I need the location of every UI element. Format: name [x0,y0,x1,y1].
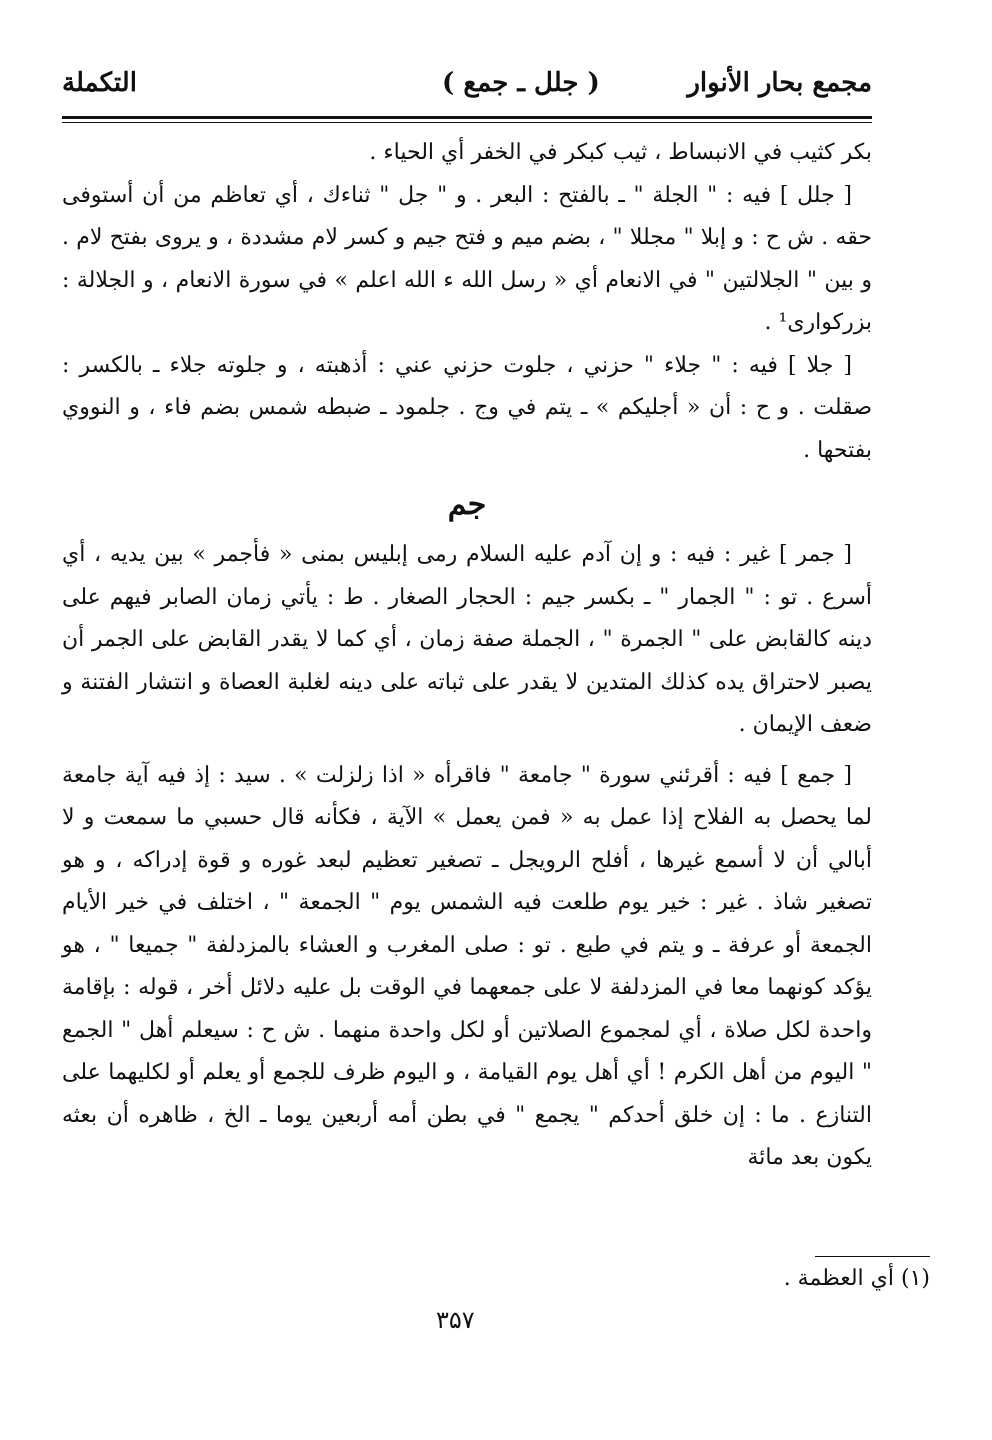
section-heading: جم [447,487,487,522]
header-book-title: مجمع بحار الأنوار [687,68,872,98]
paragraph-entry-jam: [ جمع ] فيه : أقرئني سورة " جامعة " فاقرأه « اذا زلزلت » . سيد : إذ فيه آية جامعة لما يحصل به الفلاح إذا عمل به « فمن يعمل » الآية ، فكأنه قال حسبي ما سمعت و لا أبالي أن لا أسمع غيرها ، أفلح الرويجل ـ تصغير تعظيم لبعد غوره و قوة إدراكه ، و هو تصغير شاذ . غير : خير يوم طلعت فيه الشمس يوم " الجمعة " ، اختلف في خير الأيام الجمعة أو عرفة ـ و يتم في طبع . تو : صلى المغرب و العشاء بالمزدلفة " جميعا " ، هو يؤكد كونهما معا في المزدلفة لا على جمعهما في الوقت بل عليه دلائل أخر ، قوله : بإقامة واحدة لكل صلاة ، أي لمجموع الصلاتين أو لكل واحدة منهما . ش ح : سيعلم أهل " الجمع " اليوم من أهل الكرم ! أي أهل يوم القيامة ، و اليوم ظرف للجمع أو يعلم أو لكليهما على التنازع . ما : إن خلق أحدكم " يجمع " في بطن أمه أربعين يوما ـ الخ ، ظاهره أن بعثه يكون بعد مائة [62,762,872,1170]
page-body [62,132,872,1180]
paragraph-entry-jamr: [ جمر ] غير : فيه : و إن آدم عليه السلام رمى إبليس بمنى « فأجمر » بين يديه ، أي أسرع . تو : " الجمار " ـ بكسر جيم : الحجار الصغار . ط : يأتي زمان الصابر فيهم على دينه كالقابض على " الجمرة " ، الجملة صفة زمان ، أي كما لا يقدر القابض على الجمر أن يصبر لاحتراق يده كذلك المتدين لا يقدر على ثباته على دينه لغلبة العصاة و انتشار الفتنة و ضعف الإيمان . [62,542,872,737]
paragraph-spacer [62,747,872,755]
paragraph-continuation: بكر كثيب في الانبساط ، ثيب كبكر في الخفر أي الحياء . [369,140,872,165]
paragraph-entry-jalal: [ جلل ] فيه : " الجلة " ـ بالفتح : البعر . و " جل " ثناءك ، أي تعاظم من أن أستوفى حقه . ش ح : و إبلا " مجللا " ، بضم ميم و فتح جيم و كسر لام مشددة ، و يروى بفتح لام . و بين " الجلالتين " في الانعام أي « رسل الله ء الله اعلم » في سورة الانعام ، و الجلالة : بزركوارى¹ . [62,182,872,335]
running-header [62,62,872,110]
header-rule-thin [62,122,872,123]
header-section-name: التكملة [62,68,137,98]
header-entry-range: ( جلل ـ جمع ) [442,68,600,98]
header-rule-thick [62,116,872,119]
footnote: (۱) أي العظمة . [783,1266,930,1291]
page-number: ۳۵۷ [436,1306,475,1334]
paragraph-entry-jala: [ جلا ] فيه : " جلاء " حزني ، جلوت حزني عني : أذهبته ، و جلوته جلاء ـ بالكسر : صقلت . و ح : أن « أجليكم » ـ يتم في وج . جلمود ـ ضبطه شمس بضم فاء ، و النووي بفتحها . [62,352,872,463]
footnote-rule [815,1256,930,1257]
